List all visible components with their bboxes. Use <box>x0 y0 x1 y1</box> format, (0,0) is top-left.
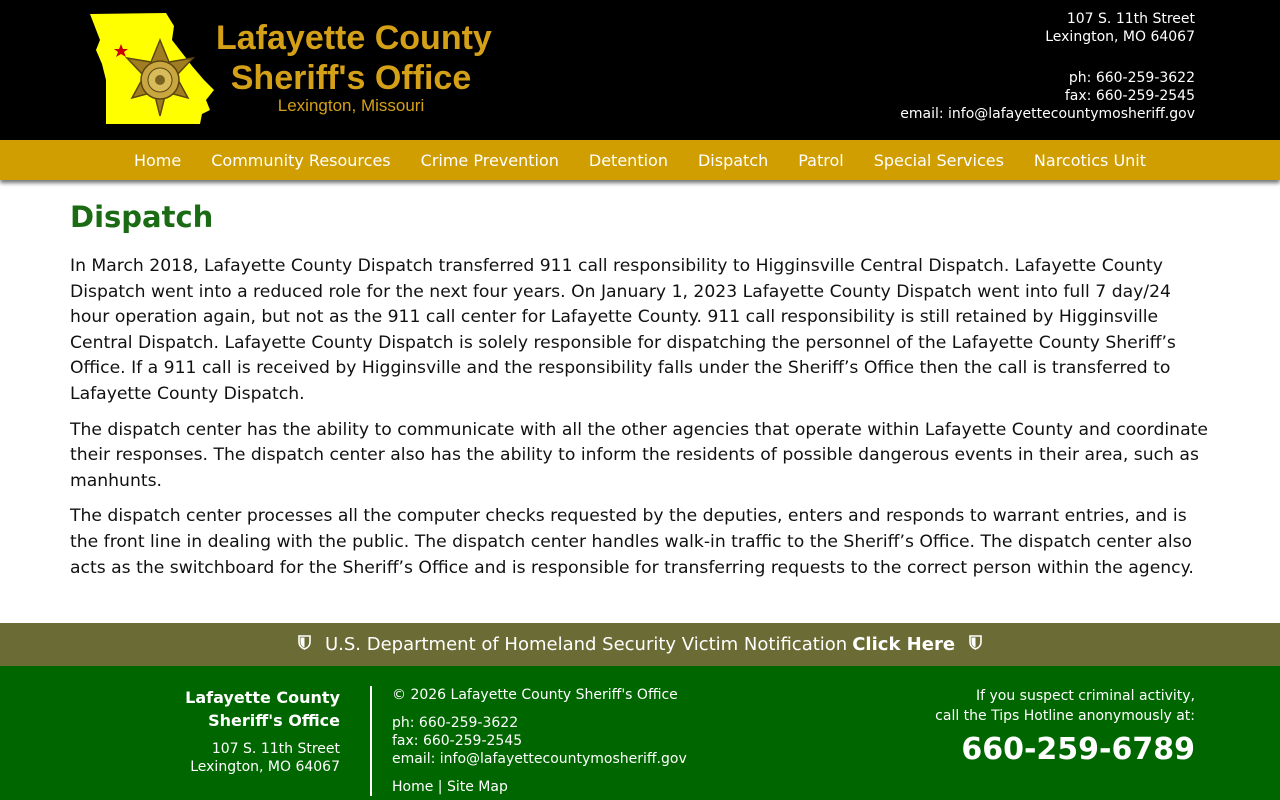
footer-tips <box>935 686 1195 768</box>
logo-title-line1: Lafayette County <box>216 19 492 57</box>
nav-dispatch[interactable]: Dispatch <box>697 150 769 170</box>
missouri-star-badge-icon <box>88 10 218 128</box>
footer-divider <box>370 686 372 796</box>
footer-link-separator: | <box>437 779 443 795</box>
footer-contact <box>392 686 687 796</box>
paragraph-3: The dispatch center processes all the computer checks requested by the deputies, enters and responds to warrant entries, and is the front line in dealing with the public. The dispatch center handles walk-in traffic to the Sheriff’s Office. The dispatch center also acts as the switchboard for the Sheriff’s Office and is responsible for transferring requests to the correct person within the agency. <box>70 506 1194 578</box>
dhs-click-here-link[interactable]: Click Here <box>852 634 956 655</box>
header-fax: fax: 660-259-2545 <box>1064 88 1195 104</box>
footer-org-line2: Sheriff's Office <box>208 711 340 730</box>
nav-narcotics-unit[interactable]: Narcotics Unit <box>1033 150 1147 170</box>
tips-hotline-number[interactable]: 660-259-6789 <box>961 732 1195 767</box>
tips-line2: call the Tips Hotline anonymously at: <box>935 708 1195 724</box>
footer-organization <box>185 686 340 776</box>
footer-sitemap-link[interactable]: Site Map <box>446 779 508 795</box>
footer-fax: fax: 660-259-2545 <box>392 733 523 749</box>
footer-org-line1: Lafayette County <box>185 688 340 707</box>
nav-detention[interactable]: Detention <box>588 150 668 170</box>
logo-subtitle: Lexington, Missouri <box>277 96 425 115</box>
main-nav <box>0 140 1280 180</box>
footer-home-link[interactable]: Home <box>392 779 434 795</box>
footer-city: Lexington, MO 64067 <box>190 759 340 775</box>
page-title: Dispatch <box>70 200 214 234</box>
header-contact <box>900 10 1195 123</box>
logo-title-line2: Sheriff's Office <box>230 59 472 97</box>
site-footer <box>0 666 1280 800</box>
dhs-banner-text: U.S. Department of Homeland Security Victim Notification <box>324 634 848 655</box>
header-street: 107 S. 11th Street <box>1066 11 1195 27</box>
dhs-victim-notification-banner[interactable] <box>0 623 1280 666</box>
paragraph-2: The dispatch center has the ability to communicate with all the other agencies that operate within Lafayette County and coordinate their responses. The dispatch center also has the ability to inform the residents of possible dangerous events in their area, such as manhunts. <box>70 419 1208 491</box>
shield-icon <box>969 635 982 654</box>
nav-patrol[interactable]: Patrol <box>798 150 844 170</box>
footer-copyright: © 2026 Lafayette County Sheriff's Office <box>392 687 678 703</box>
site-header <box>0 0 1280 140</box>
nav-crime-prevention[interactable]: Crime Prevention <box>420 150 559 170</box>
site-logo[interactable] <box>88 10 492 128</box>
main-content <box>70 198 1210 591</box>
nav-special-services[interactable]: Special Services <box>873 150 1004 170</box>
nav-community-resources[interactable]: Community Resources <box>211 150 391 170</box>
footer-phone[interactable]: ph: 660-259-3622 <box>392 715 519 731</box>
header-phone[interactable]: ph: 660-259-3622 <box>1068 70 1195 86</box>
header-email[interactable]: email: info@lafayettecountymosheriff.gov <box>900 106 1195 122</box>
shield-icon <box>298 635 311 654</box>
footer-street: 107 S. 11th Street <box>211 741 340 757</box>
nav-home[interactable]: Home <box>133 150 182 170</box>
tips-line1: If you suspect criminal activity, <box>976 688 1195 704</box>
header-city: Lexington, MO 64067 <box>1045 29 1195 45</box>
paragraph-1: In March 2018, Lafayette County Dispatch transferred 911 call responsibility to Higginsville Central Dispatch. Lafayette County Dispatch went into a reduced role for the next four years. On January 1, 2023 Lafayette County Dispatch went into full 7 day/24 hour operation again, but not as the 911 call center for Lafayette County. 911 call responsibility is still retained by Higginsville Central Dispatch. Lafayette County Dispatch is solely responsible for dispatching the personnel of the Lafayette County Sheriff’s Office. If a 911 call is received by Higginsville and the responsibility falls under the Sheriff’s Office then the call is transferred to Lafayette County Dispatch. <box>70 256 1176 404</box>
footer-email[interactable]: email: info@lafayettecountymosheriff.gov <box>392 751 687 767</box>
